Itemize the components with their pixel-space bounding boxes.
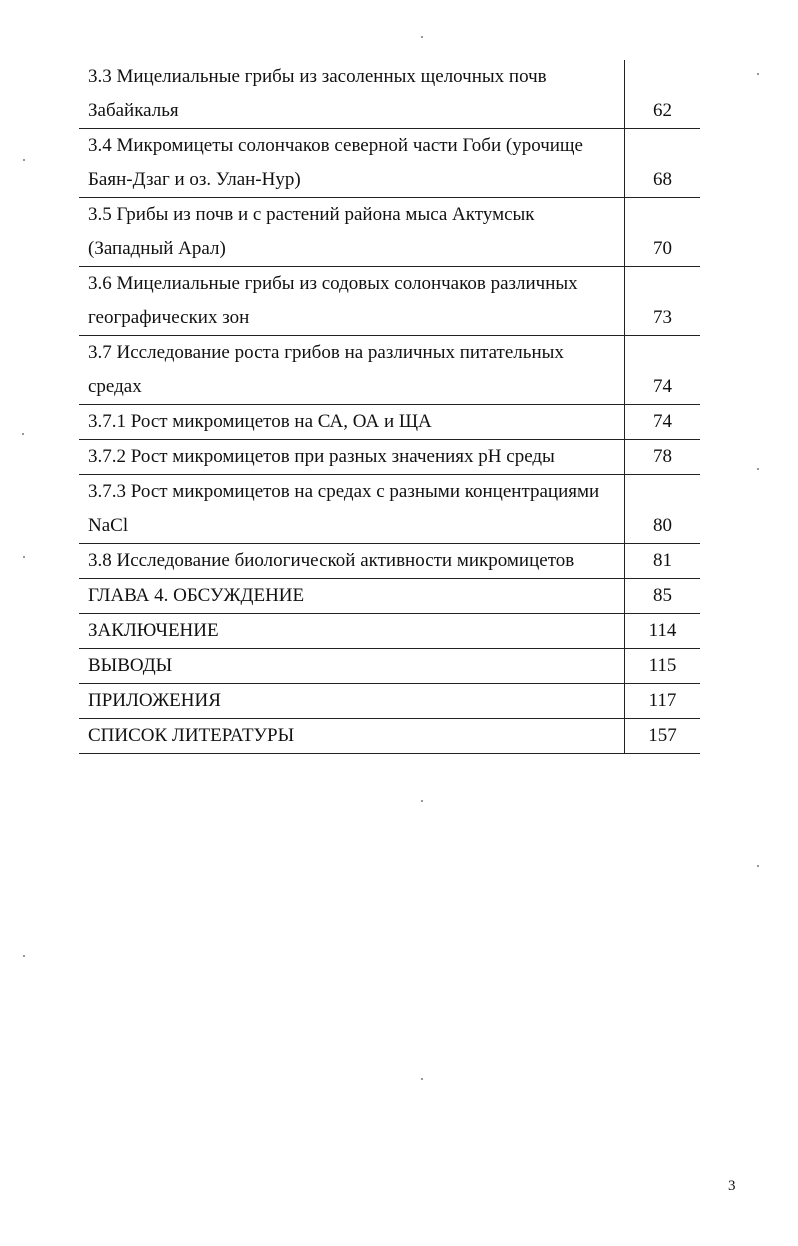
toc-entry-page: 114 (625, 614, 701, 649)
toc-entry-title: СПИСОК ЛИТЕРАТУРЫ (88, 725, 295, 746)
scan-speck (23, 159, 25, 161)
toc-entry-title: 3.4 Микромицеты солончаков северной части Гоби (урочище Баян-Дзаг и оз. Улан-Нур) (88, 135, 583, 190)
toc-row[interactable] (79, 267, 700, 336)
scan-speck (421, 1078, 423, 1080)
toc-row[interactable] (79, 544, 700, 579)
toc-row[interactable] (79, 684, 700, 719)
toc-entry-page: 70 (625, 198, 701, 267)
toc-entry-title: 3.7 Исследование роста грибов на различных питательных средах (88, 342, 564, 397)
toc-entry-page: 115 (625, 649, 701, 684)
toc-entry-title: 3.7.2 Рост микромицетов при разных значениях pH среды (88, 446, 555, 467)
toc-row[interactable] (79, 614, 700, 649)
page-number: 3 (728, 1178, 736, 1194)
toc-row[interactable] (79, 129, 700, 198)
table-of-contents (79, 60, 700, 754)
toc-row[interactable] (79, 60, 700, 129)
toc-entry-title: ПРИЛОЖЕНИЯ (88, 690, 221, 711)
toc-row[interactable] (79, 405, 700, 440)
scan-speck (23, 556, 25, 558)
toc-entry-title: ЗАКЛЮЧЕНИЕ (88, 620, 219, 641)
toc-entry-title: 3.8 Исследование биологической активности микромицетов (88, 550, 575, 571)
toc-entry-title: ВЫВОДЫ (88, 655, 173, 676)
toc-row[interactable] (79, 440, 700, 475)
toc-entry-page: 117 (625, 684, 701, 719)
scan-speck (22, 433, 24, 435)
scan-speck (23, 955, 25, 957)
toc-entry-page: 73 (625, 267, 701, 336)
scan-speck (757, 73, 759, 75)
toc-row[interactable] (79, 336, 700, 405)
scan-speck (757, 865, 759, 867)
toc-entry-title: 3.7.3 Рост микромицетов на средах с разными концентрациями NaCl (88, 481, 600, 536)
scan-speck (421, 800, 423, 802)
toc-entry-page: 157 (625, 719, 701, 754)
toc-entry-page: 68 (625, 129, 701, 198)
toc-row[interactable] (79, 649, 700, 684)
scan-speck (757, 468, 759, 470)
toc-entry-title: ГЛАВА 4. ОБСУЖДЕНИЕ (88, 585, 305, 606)
toc-entry-page: 74 (625, 336, 701, 405)
toc-entry-title: 3.3 Мицелиальные грибы из засоленных щелочных почв Забайкалья (88, 66, 547, 121)
toc-row[interactable] (79, 579, 700, 614)
toc-entry-title: 3.5 Грибы из почв и с растений района мыса Актумсык (Западный Арал) (88, 204, 535, 259)
scan-speck (421, 36, 423, 38)
toc-entry-page: 78 (625, 440, 701, 475)
toc-entry-page: 80 (625, 475, 701, 544)
toc-entry-title: 3.7.1 Рост микромицетов на СА, ОА и ЩА (88, 411, 432, 432)
toc-row[interactable] (79, 719, 700, 754)
toc-entry-page: 85 (625, 579, 701, 614)
toc-entry-page: 74 (625, 405, 701, 440)
toc-entry-page: 62 (625, 60, 701, 129)
toc-row[interactable] (79, 198, 700, 267)
toc-entry-title: 3.6 Мицелиальные грибы из содовых солончаков различных географических зон (88, 273, 578, 328)
toc-entry-page: 81 (625, 544, 701, 579)
toc-row[interactable] (79, 475, 700, 544)
